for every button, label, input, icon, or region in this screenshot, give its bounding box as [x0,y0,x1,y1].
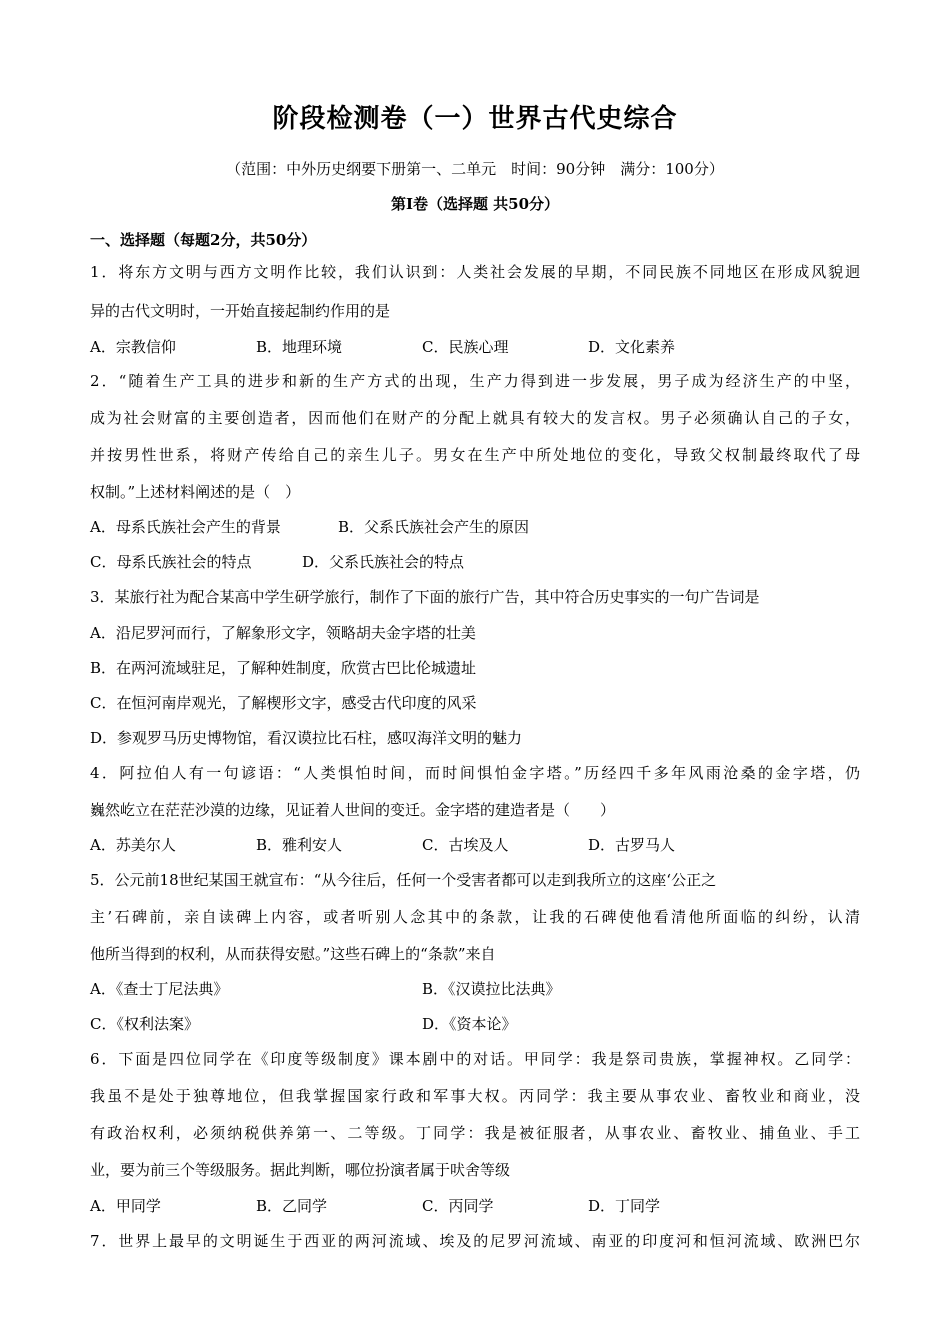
question-5-option-c: C．《权利法案》 [90,1015,199,1033]
question-4-option-d: D．古罗马人 [588,836,676,854]
question-1-option-a: A．宗教信仰 [90,338,176,356]
question-5-option-b: B．《汉谟拉比法典》 [422,980,561,998]
question-6-line-3: 有政治权利，必须纳税供养第一、二等级。丁同学：我是被征服者，从事农业、畜牧业、捕鱼业、手工 [90,1124,860,1142]
question-2-option-b: B．父系氏族社会产生的原因 [338,518,530,536]
question-6-line-4: 业，要为前三个等级服务。据此判断，哪位扮演者属于吠舍等级 [90,1161,511,1179]
question-6-line-1: 6．下面是四位同学在《印度等级制度》课本剧中的对话。甲同学：我是祭司贵族，掌握神权。乙同学： [90,1050,860,1068]
question-2-line-1: 2．“随着生产工具的进步和新的生产方式的出现，生产力得到进一步发展，男子成为经济生产的中坚， [90,372,860,390]
question-4-line-1: 4．阿拉伯人有一句谚语：“人类惧怕时间，而时间惧怕金字塔。”历经四千多年风雨沧桑的金字塔，仍 [90,764,860,782]
question-2-line-3: 并按男性世系，将财产传给自己的亲生儿子。男女在生产中所处地位的变化，导致父权制最终取代了母 [90,446,860,464]
question-1-option-b: B．地理环境 [256,338,343,356]
question-7-line-1: 7．世界上最早的文明诞生于西亚的两河流域、埃及的尼罗河流域、南亚的印度河和恒河流域、欧洲巴尔 [90,1232,860,1250]
question-6-option-a: A．甲同学 [90,1197,161,1215]
question-1-line-1: 1．将东方文明与西方文明作比较，我们认识到：人类社会发展的早期，不同民族不同地区在形成风貌迥 [90,263,860,281]
question-4-line-2: 巍然屹立在茫茫沙漠的边缘，见证着人世间的变迁。金字塔的建造者是（ ） [90,801,616,819]
question-5-option-a: A．《查士丁尼法典》 [90,980,229,998]
question-2-option-d: D．父系氏族社会的特点 [302,553,465,571]
question-6-option-c: C．丙同学 [422,1197,494,1215]
exam-subtitle: （范围：中外历史纲要下册第一、二单元 时间：90分钟 满分：100分） [226,160,724,178]
question-6-line-2: 我虽不是处于独尊地位，但我掌握国家行政和军事大权。丙同学：我主要从事农业、畜牧业和商业，没 [90,1087,860,1105]
question-4-option-b: B．雅利安人 [256,836,343,854]
question-3-option-a: A．沿尼罗河而行，了解象形文字，领略胡夫金字塔的壮美 [90,624,476,642]
question-3-option-c: C．在恒河南岸观光，了解楔形文字，感受古代印度的风采 [90,694,477,712]
section-heading: 一、选择题（每题2分，共50分） [90,231,317,249]
exam-title: 阶段检测卷（一）世界古代史综合 [272,104,678,134]
question-2-option-a: A．母系氏族社会产生的背景 [90,518,281,536]
part-heading: 第Ⅰ卷（选择题 共50分） [390,195,560,213]
question-5-option-d: D．《资本论》 [422,1015,517,1033]
question-3-option-d: D．参观罗马历史博物馆，看汉谟拉比石柱，感叹海洋文明的魅力 [90,729,523,747]
question-6-option-d: D．丁同学 [588,1197,661,1215]
question-4-option-c: C．古埃及人 [422,836,509,854]
question-3-line-1: 3．某旅行社为配合某高中学生研学旅行，制作了下面的旅行广告，其中符合历史事实的一句广告词是 [90,588,760,606]
question-5-line-1: 5．公元前18世纪某国王就宣布：“从今往后，任何一个受害者都可以走到我所立的这座‘公正之 [90,871,717,889]
question-6-option-b: B．乙同学 [256,1197,328,1215]
question-2-line-4: 权制。”上述材料阐述的是（ ） [90,483,301,501]
question-4-option-a: A．苏美尔人 [90,836,176,854]
question-1-option-c: C．民族心理 [422,338,509,356]
question-5-line-2: 主’石碑前，亲自读碑上内容，或者听别人念其中的条款，让我的石碑使他看清他所面临的纠纷，认清 [90,908,860,926]
question-1-line-2: 异的古代文明时，一开始直接起制约作用的是 [90,302,391,320]
question-3-option-b: B．在两河流域驻足，了解种姓制度，欣赏古巴比伦城遗址 [90,659,477,677]
question-5-line-3: 他所当得到的权利，从而获得安慰。”这些石碑上的“条款”来自 [90,945,496,963]
question-2-option-c: C．母系氏族社会的特点 [90,553,252,571]
question-2-line-2: 成为社会财富的主要创造者，因而他们在财产的分配上就具有较大的发言权。男子必须确认自己的子女， [90,409,860,427]
question-1-option-d: D．文化素养 [588,338,676,356]
